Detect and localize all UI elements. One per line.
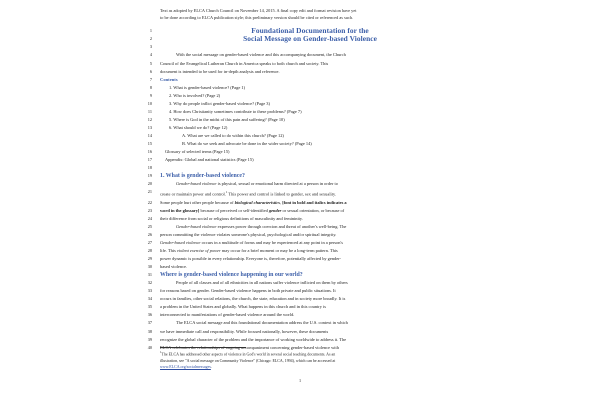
line-number: 39: [147, 336, 152, 342]
line-number: 36: [147, 312, 152, 318]
document-line: [149, 84, 460, 92]
line-text: Where is gender-based violence happening in our world?: [160, 272, 303, 279]
line-text: 1. What is gender-based violence?: [160, 173, 245, 180]
footnote-block: [160, 347, 460, 371]
footnote-text: [160, 350, 460, 370]
line-text: 6. What should we do? (Page 12): [169, 124, 228, 130]
line-number: 37: [147, 320, 152, 326]
document-line: [149, 43, 460, 51]
line-number: 26: [147, 231, 152, 237]
line-number: 5: [149, 60, 152, 66]
document-line: [147, 231, 460, 239]
line-text: Contents: [160, 76, 178, 82]
line-number: 28: [147, 248, 152, 254]
document-line: [147, 100, 460, 108]
adoption-note-line-1: Text as adopted by ELCA Church Council on November 14, 2015. A final copy edit and format revision have yet: [160, 8, 357, 13]
line-number: 6: [149, 68, 152, 74]
line-number: 38: [147, 328, 152, 334]
document-line: [147, 303, 460, 311]
line-text: their difference from social or religious definitions of masculinity and femininity.: [160, 215, 303, 221]
line-text: 5. Where is God in the midst of this pain and suffering? (Page 10): [169, 116, 285, 122]
line-number: 34: [147, 296, 152, 302]
line-text: Council of the Evangelical Lutheran Church in America speaks to both church and society. This: [160, 60, 329, 66]
document-line: [149, 51, 460, 59]
document-line: [147, 215, 460, 223]
document-line: [147, 116, 460, 124]
footnote-separator: [160, 347, 246, 348]
document-line: [147, 108, 460, 116]
line-text: Glossary of selected terms (Page 15): [165, 149, 230, 155]
document-line: [147, 295, 460, 303]
footnote-line-3-period: .: [210, 364, 212, 370]
line-number: 25: [147, 223, 152, 229]
document-line: [147, 279, 460, 287]
line-number: 3: [149, 44, 152, 50]
line-text: Gender-based violence occurs in a multitude of forms and may be experienced at any point in a person's: [160, 240, 343, 245]
document-line: [147, 223, 460, 231]
line-text: interconnected to manifestations of gender-based violence around the world.: [160, 312, 295, 318]
line-text: document is intended to be used for in-depth analysis and reference.: [160, 68, 280, 74]
line-text: 3. Why do people inflict gender-based violence? (Page 3): [169, 100, 270, 106]
line-number: 40: [147, 344, 152, 350]
line-number: 31: [147, 272, 152, 278]
line-number: 22: [147, 199, 152, 205]
line-number: 1: [149, 28, 152, 34]
line-text: occurs in families, other social relations, the church, the state, education and in society more broadly. It is: [160, 296, 346, 302]
line-number: 23: [147, 207, 152, 213]
line-text: Gender-based violence expresses power through coercion and threat of another's well-being. The: [176, 223, 347, 229]
document-line: [147, 287, 460, 295]
document-line: [147, 156, 460, 164]
line-text: 1. What is gender-based violence? (Page 1): [169, 84, 246, 90]
line-text: B. What do we seek and advocate be done in the wider society? (Page 14): [182, 140, 312, 146]
page-number: 1: [298, 378, 302, 383]
line-number: 11: [147, 108, 152, 114]
document-line: [147, 148, 460, 156]
line-number: 9: [149, 92, 152, 98]
document-line: [147, 263, 460, 271]
line-number: 13: [147, 124, 152, 130]
line-text: create or maintain power and control.$^1$ This power and control is linked to gender, sex and sexuality.: [160, 190, 336, 197]
line-number: 7: [149, 76, 152, 82]
line-number: 14: [147, 132, 152, 138]
document-line: [147, 140, 460, 148]
line-text: The ELCA social message and this foundational documentation address the U.S. context in which: [176, 320, 348, 326]
document-line: [147, 172, 460, 180]
line-text: Social Message on Gender-based Violence: [243, 34, 377, 44]
line-number: 33: [147, 288, 152, 294]
footnote-marker: 1: [160, 350, 162, 355]
line-number: 10: [147, 100, 152, 106]
document-line: [147, 180, 460, 188]
numbered-lines: [147, 26, 460, 351]
document-line: [147, 164, 460, 172]
line-number: 32: [147, 280, 152, 286]
line-number: 21: [147, 189, 152, 195]
line-number: 8: [149, 84, 152, 90]
footnote-link[interactable]: www.ELCA.org/socialmessages: [160, 364, 211, 370]
line-number: 12: [147, 116, 152, 122]
document-line: [147, 319, 460, 327]
line-text: life. This violent exercise of power may occur for a brief moment or may be a long-term pattern. This: [160, 248, 338, 254]
line-text: for reasons based on gender. Gender-based violence happens in both private and public situations. It: [160, 288, 336, 294]
line-text: person committing the violence violates someone's physical, psychological and/or spiritual integrity.: [160, 231, 337, 237]
line-number: 27: [147, 240, 152, 245]
footnote-line-3: [160, 364, 460, 370]
document-line: [149, 34, 460, 44]
document-line: [147, 188, 460, 199]
document-line: [147, 207, 460, 215]
line-number: 2: [149, 36, 152, 42]
document-line: [147, 239, 460, 247]
line-number: 24: [147, 215, 152, 221]
document-line: [147, 199, 460, 207]
line-text: we have immediate call and responsibility. While focused nationally, however, these documents: [160, 328, 329, 334]
line-text: People of all classes and of all ethnicities in all nations suffer violence inflicted on them by others: [176, 280, 348, 286]
document-line: [149, 68, 460, 76]
footnote-line-1: [160, 350, 460, 358]
line-number: 19: [147, 173, 152, 179]
line-text: recognize the global character of the problem and the importance of working worldwide to address it. The: [160, 336, 347, 342]
document-line: [147, 247, 460, 255]
document-line: [149, 92, 460, 100]
line-number: 15: [147, 140, 152, 146]
line-number: 18: [147, 165, 152, 171]
line-number: 16: [147, 149, 152, 155]
document-line: [147, 271, 460, 279]
line-text: ELCA celebrates the relationships of ongoing accompaniment concerning gender-based violence with: [160, 344, 339, 350]
document-line: [147, 336, 460, 344]
document-line: [147, 255, 460, 263]
line-text: based violence.: [160, 264, 188, 270]
document-line: [147, 124, 460, 132]
line-number: 20: [147, 181, 152, 187]
line-text: Appendix: Global and national statistics (Page 15): [165, 157, 254, 163]
line-text: word in the glossary] because of perceived or self-identified gender or sexual orientation, or because of: [160, 207, 345, 213]
footnote-line-2: illustration, see "A social message on Community Violence" (Chicago: ELCA, 1994), which can be accessed at: [160, 357, 336, 363]
document-line: [149, 76, 460, 84]
line-text: Gender-based violence is physical, sexual or emotional harm directed at a person in order to: [176, 181, 338, 187]
line-text: power dynamic is possible in every relationship. Everyone is, therefore, potentially affected by gender-: [160, 256, 342, 262]
line-number: 4: [149, 52, 152, 58]
document-line: [147, 132, 460, 140]
line-text: Some people hurt other people because of biological characteristics, [font in bold and italics indicates a: [160, 199, 347, 205]
line-text: A. What are we called to do within this church? (Page 12): [182, 132, 284, 138]
line-text: a problem in the United States and globally. What happens in this church and in this country is: [160, 304, 326, 310]
adoption-note-line-2: to be done according to ELCA publication style; this preliminary version should be cited or referenced as such.: [160, 14, 354, 20]
document-line: [149, 60, 460, 68]
line-number: 29: [147, 256, 152, 262]
line-text: 4. How does Christianity sometimes contribute to these problems? (Page 7): [169, 108, 302, 114]
line-number: 35: [147, 304, 152, 310]
document-line: [147, 311, 460, 319]
line-text: With the social message on gender-based violence and this accompanying document, the Church: [176, 52, 346, 58]
line-text: Foundational Documentation for the: [251, 26, 369, 36]
line-text: 2. Who is involved? (Page 2): [169, 92, 221, 98]
document-line: [147, 328, 460, 336]
adoption-note: [160, 8, 460, 21]
line-number: 30: [147, 264, 152, 270]
footnote-line-1-text: The ELCA has addressed other aspects of violence in God's world in several social teaching documents. As an: [161, 351, 336, 357]
line-number: 17: [147, 157, 152, 163]
